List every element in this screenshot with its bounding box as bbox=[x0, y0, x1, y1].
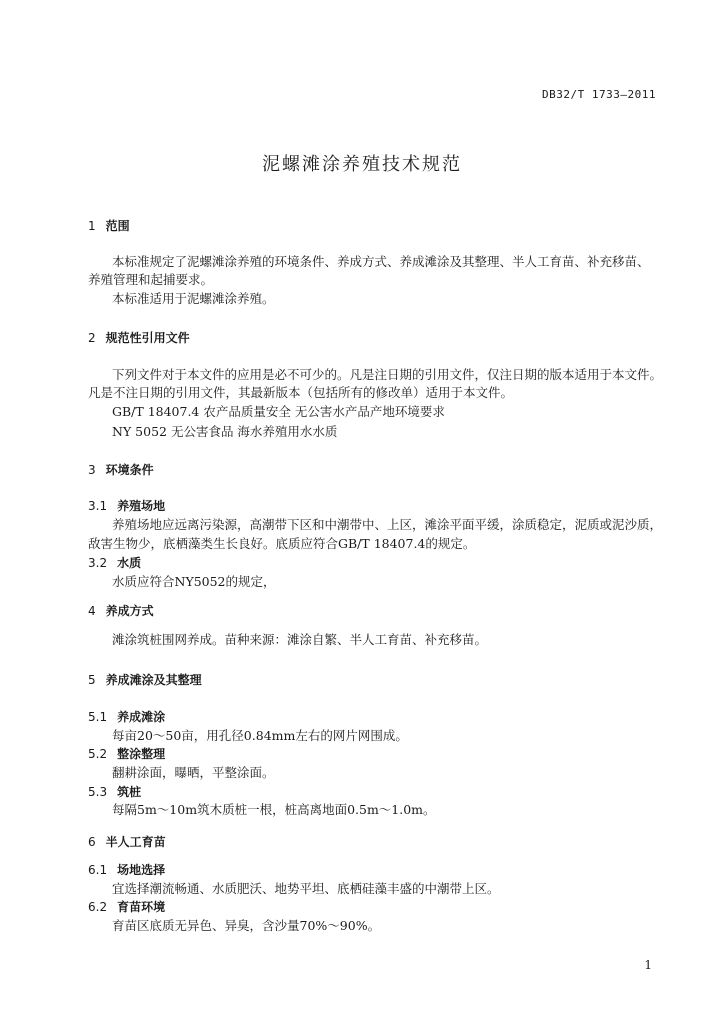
section-number: 3 bbox=[88, 463, 96, 477]
section-number: 5.1 bbox=[88, 710, 108, 724]
section-title: 半人工育苗 bbox=[105, 835, 166, 849]
section-number: 5.3 bbox=[88, 785, 108, 799]
subsection-heading-5-1 bbox=[88, 708, 165, 726]
section-title: 整涂整理 bbox=[117, 747, 166, 761]
paragraph-line: 养殖场地应远离污染源，高潮带下区和中潮带中、上区，滩涂平面平缓，涂质稳定，泥质或泥沙质， bbox=[112, 517, 663, 532]
paragraph-line: 敌害生物少，底栖藻类生长良好。底质应符合GB/T 18407.4的规定。 bbox=[88, 536, 476, 551]
section-title: 水质 bbox=[117, 556, 142, 570]
subsection-heading-3-1 bbox=[88, 497, 165, 515]
page-number: 1 bbox=[644, 958, 652, 972]
paragraph-line: 本标准规定了泥螺滩涂养殖的环境条件、养成方式、养成滩涂及其整理、半人工育苗、补充移苗、 bbox=[112, 254, 650, 269]
section-title: 养殖场地 bbox=[117, 499, 166, 513]
section-number: 4 bbox=[88, 604, 96, 618]
section-title: 育苗环境 bbox=[117, 900, 166, 914]
section-number: 6 bbox=[88, 835, 96, 849]
section-title: 筑桩 bbox=[117, 785, 142, 799]
section-number: 2 bbox=[88, 331, 96, 345]
section-number: 1 bbox=[88, 219, 96, 233]
section-title: 范围 bbox=[105, 219, 130, 233]
section-title: 养成滩涂及其整理 bbox=[105, 673, 202, 687]
reference-gbt-18407: GB/T 18407.4 农产品质量安全 无公害水产品产地环境要求 bbox=[112, 404, 445, 419]
section-number: 5 bbox=[88, 673, 96, 687]
subsection-heading-6-1 bbox=[88, 861, 165, 879]
document-title: 泥螺滩涂养殖技术规范 bbox=[262, 154, 462, 175]
document-code: DB32/T 1733—2011 bbox=[542, 88, 656, 101]
section-title: 环境条件 bbox=[105, 463, 154, 477]
paragraph-line: 本标准适用于泥螺滩涂养殖。 bbox=[112, 291, 275, 306]
reference-ny-5052: NY 5052 无公害食品 海水养殖用水水质 bbox=[112, 424, 338, 439]
section-number: 3.2 bbox=[88, 556, 108, 570]
section-number: 6.1 bbox=[88, 863, 108, 877]
section-heading-6 bbox=[88, 833, 166, 851]
section-heading-4 bbox=[88, 602, 154, 620]
section-number: 6.2 bbox=[88, 900, 108, 914]
paragraph-line: 水质应符合NY5052的规定， bbox=[112, 574, 276, 589]
section-number: 5.2 bbox=[88, 747, 108, 761]
section-title: 养成滩涂 bbox=[117, 710, 166, 724]
section-title: 规范性引用文件 bbox=[105, 331, 190, 345]
paragraph-line: 育苗区底质无异色、异臭，含沙量70%～90%。 bbox=[112, 918, 381, 933]
section-heading-3 bbox=[88, 461, 154, 479]
paragraph-line: 每隔5m～10m筑木质桩一根，桩高离地面0.5m～1.0m。 bbox=[112, 802, 436, 817]
paragraph-line: 下列文件对于本文件的应用是必不可少的。凡是注日期的引用文件，仅注日期的版本适用于本文件。 bbox=[112, 367, 663, 382]
paragraph-line: 滩涂筑桩围网养成。苗种来源：滩涂自繁、半人工育苗、补充移苗。 bbox=[112, 632, 488, 647]
section-heading-2 bbox=[88, 329, 190, 347]
section-heading-1 bbox=[88, 217, 130, 235]
paragraph-line: 养殖管理和起捕要求。 bbox=[88, 272, 214, 287]
subsection-heading-6-2 bbox=[88, 898, 165, 916]
section-heading-5 bbox=[88, 671, 202, 689]
subsection-heading-3-2 bbox=[88, 554, 141, 572]
subsection-heading-5-3 bbox=[88, 783, 141, 801]
paragraph-line: 翻耕涂面，曝晒，平整涂面。 bbox=[112, 765, 275, 780]
section-title: 养成方式 bbox=[105, 604, 154, 618]
subsection-heading-5-2 bbox=[88, 745, 165, 763]
paragraph-line: 每亩20～50亩，用孔径0.84mm左右的网片网围成。 bbox=[112, 728, 408, 743]
paragraph-line: 凡是不注日期的引用文件，其最新版本（包括所有的修改单）适用于本文件。 bbox=[88, 385, 514, 400]
paragraph-line: 宜选择潮流畅通、水质肥沃、地势平坦、底栖硅藻丰盛的中潮带上区。 bbox=[112, 881, 500, 896]
section-number: 3.1 bbox=[88, 499, 108, 513]
section-title: 场地选择 bbox=[117, 863, 166, 877]
